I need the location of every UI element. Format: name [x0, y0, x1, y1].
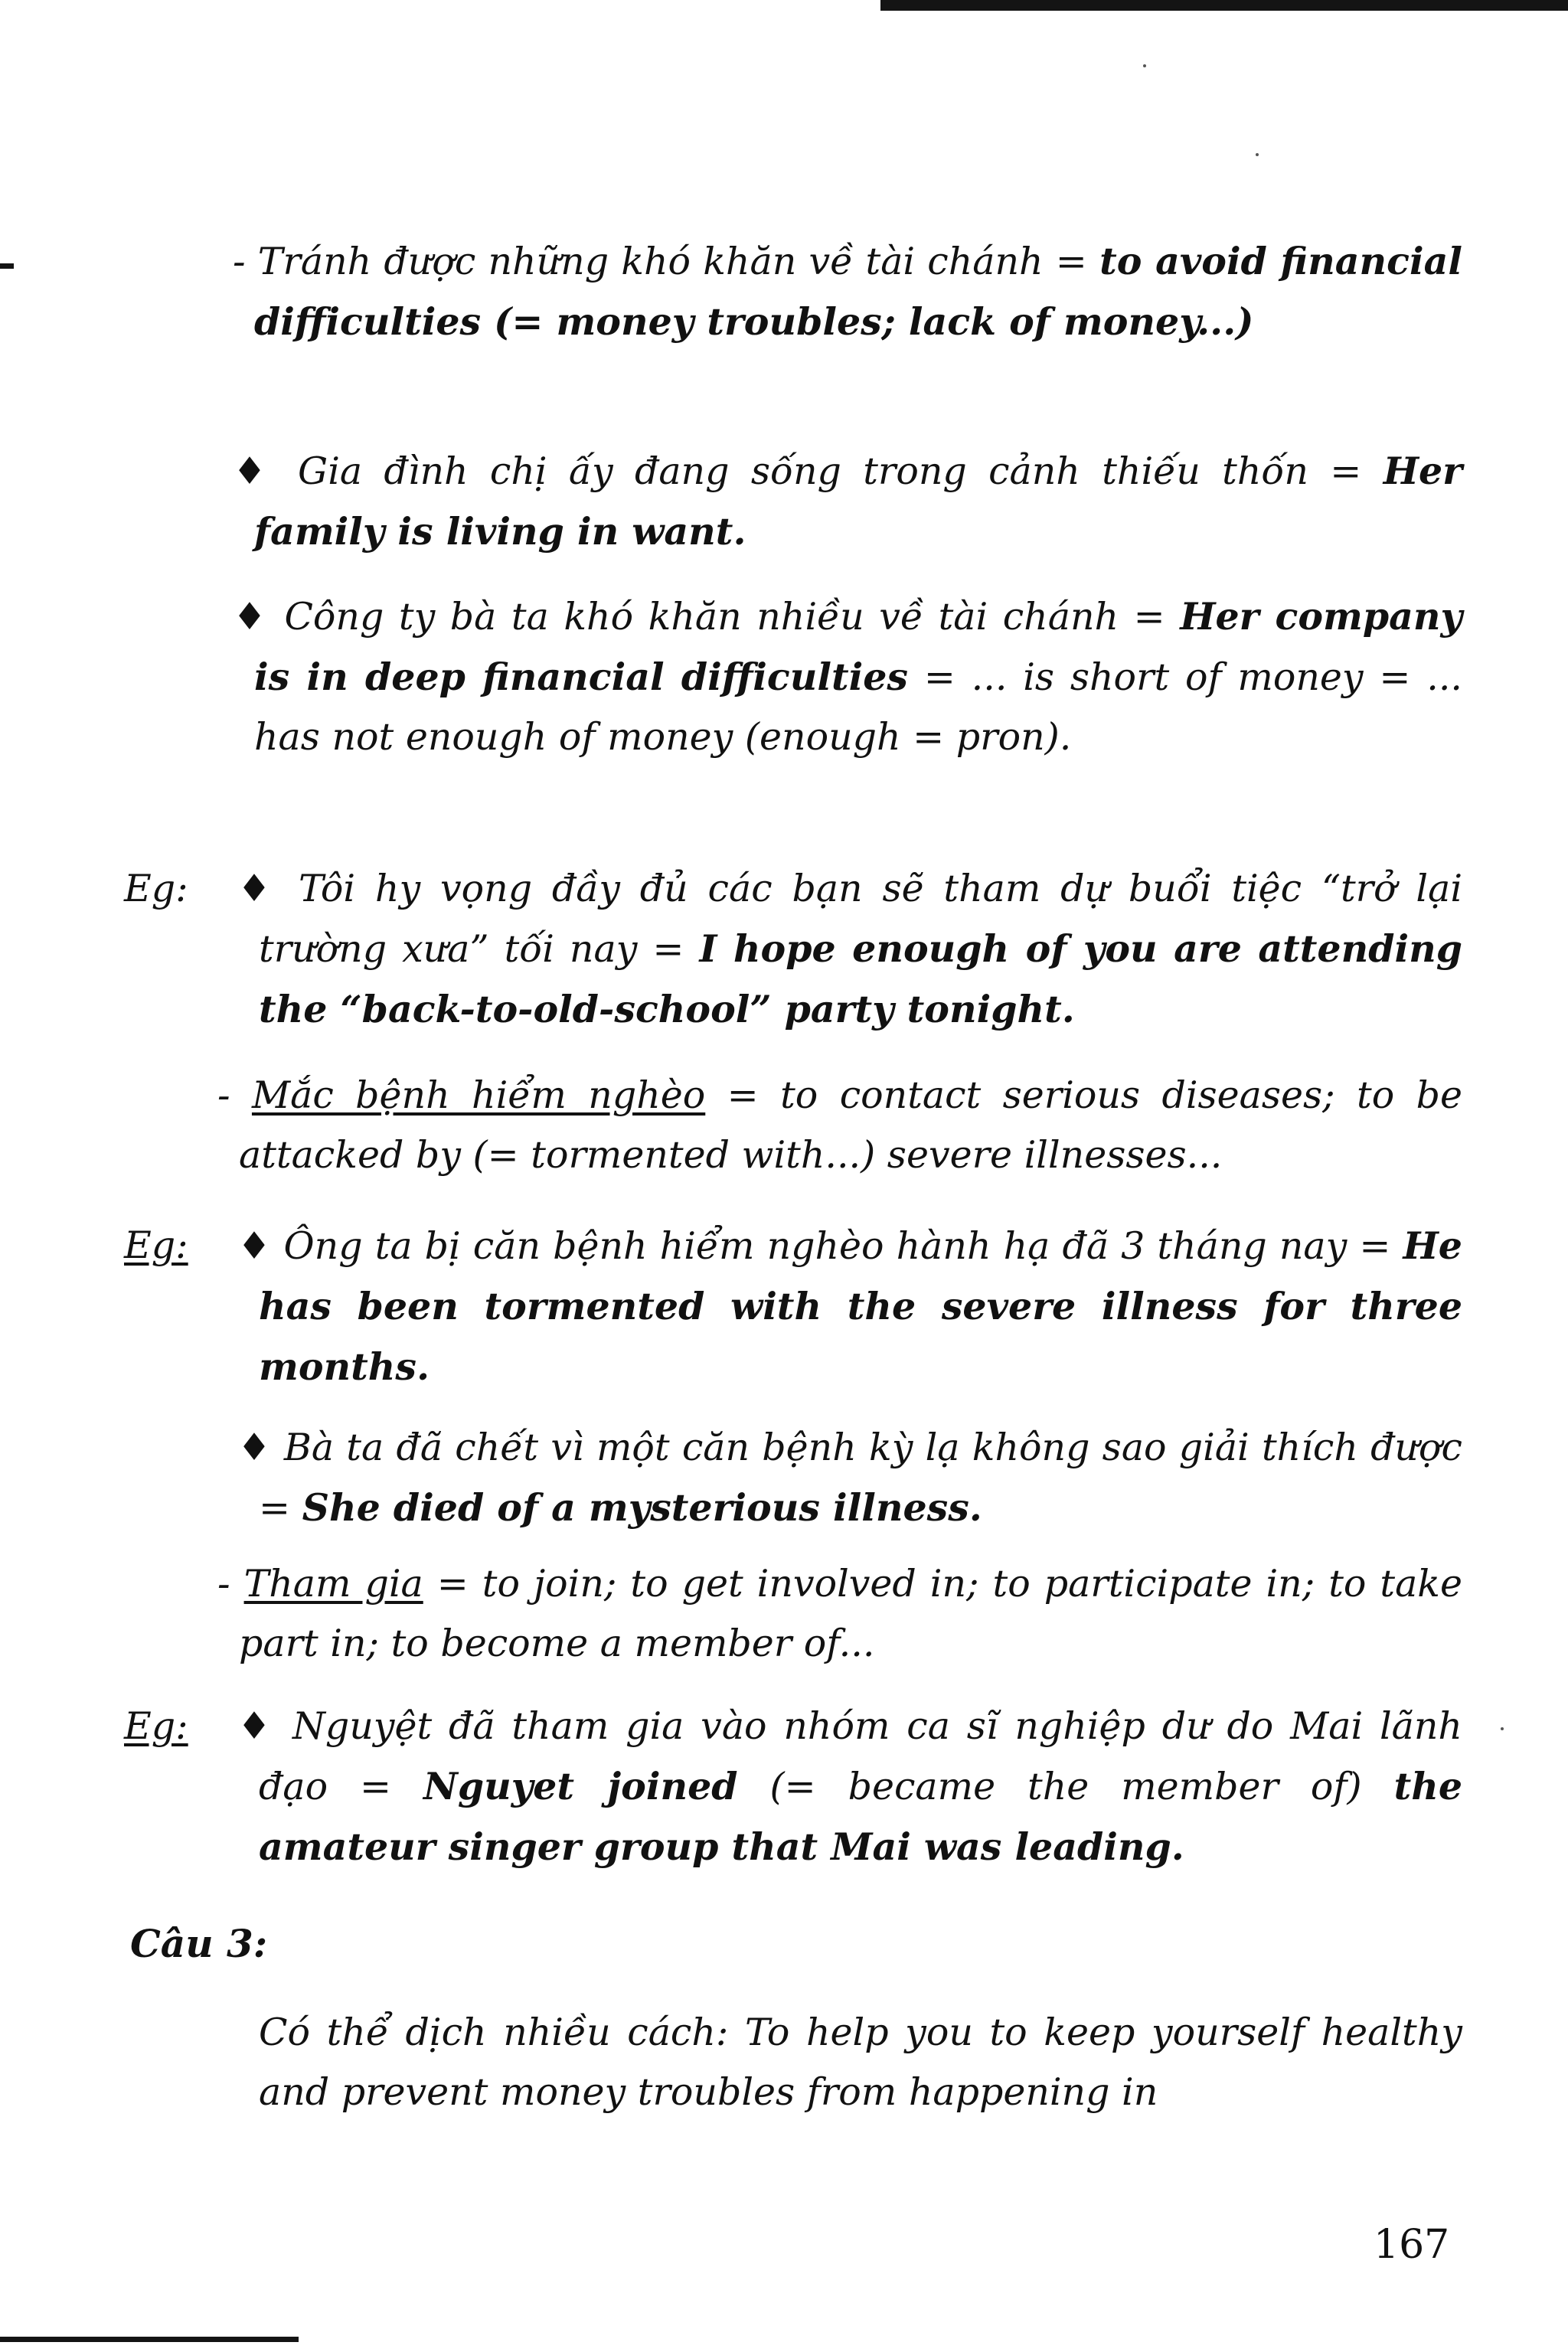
dash-marker: - [217, 1073, 252, 1117]
english-translation: I hope enough of you are attending the “back-to-old-school” party tonight. [259, 926, 1462, 1031]
vietnamese-text: Tránh được những khó khăn về tài chánh = [257, 240, 1100, 283]
bottom-border-rule [0, 2337, 299, 2342]
entry-avoid-financial-difficulties [233, 231, 1462, 352]
eg-label: Eg: [124, 867, 188, 910]
bullet-marker: ♦ [237, 867, 299, 910]
alternative-translations: = ... is short of money = ... has not enough of money (enough = pron). [254, 655, 1462, 759]
entry-family-in-want [233, 441, 1462, 562]
english-translation-continued: the amateur singer group that Mai was leading. [259, 1764, 1462, 1869]
entry-serious-diseases [217, 1066, 1462, 1185]
bullet-marker: ♦ [237, 1704, 292, 1748]
english-translation: She died of a mysterious illness. [302, 1485, 982, 1530]
example-tormented-illness [237, 1216, 1462, 1397]
scan-speck [1501, 1727, 1504, 1730]
scan-speck [1143, 64, 1146, 67]
english-translation: to avoid financial difficulties (= money troubles; lack of money...) [254, 239, 1462, 344]
vietnamese-text: Công ty bà ta khó khăn nhiều về tài chánh = [284, 595, 1181, 639]
vietnamese-text: Ông ta bị căn bệnh hiểm nghèo hành hạ đã 3 tháng nay = [283, 1224, 1403, 1268]
eg-label: Eg: [124, 1704, 188, 1748]
vietnamese-text: Bà ta đã chết vì một căn bệnh kỳ lạ không sao giải thích được = [259, 1426, 1462, 1530]
dash-marker: - [217, 1562, 244, 1606]
vietnamese-text: Nguyệt đã tham gia vào nhóm ca sĩ nghiệp dư do Mai lãnh đạo = [259, 1704, 1462, 1808]
definition-text: = to join; to get involved in; to participate in; to take part in; to become a member of... [239, 1562, 1462, 1665]
entry-tham-gia [217, 1554, 1462, 1674]
section-body-text: Có thể dịch nhiều cách: To help you to keep yourself healthy and prevent money troubles from happening in [259, 2011, 1462, 2114]
entry-company-financial-difficulties [233, 586, 1462, 767]
example-nguyet-joined [237, 1697, 1462, 1877]
bullet-marker: ♦ [233, 595, 285, 639]
example-back-to-old-school [237, 859, 1462, 1040]
margin-mark [0, 263, 14, 269]
english-translation: Nguyet joined [423, 1764, 738, 1808]
english-translation: Her family is living in want. [254, 449, 1462, 554]
definition-text: = to contact serious diseases; to be attacked by (= tormented with...) severe illnesses... [239, 1073, 1462, 1177]
section-heading: Câu 3: [130, 1921, 268, 1966]
scan-speck [1256, 153, 1259, 156]
vietnamese-text: Tôi hy vọng đầy đủ các bạn sẽ tham dự buổi tiệc “trở lại trường xưa” tối nay = [259, 867, 1462, 971]
example-mysterious-illness [237, 1418, 1462, 1538]
english-translation: He has been tormented with the severe illness for three months. [259, 1223, 1462, 1389]
page-number: 167 [1374, 2222, 1450, 2268]
eg-label: Eg: [124, 1223, 188, 1267]
bullet-marker: ♦ [237, 1224, 284, 1268]
underlined-term: Tham gia [243, 1562, 423, 1606]
parenthetical-gloss: (= became the member of) [737, 1765, 1394, 1808]
bullet-marker: ♦ [237, 1426, 284, 1469]
underlined-term: Mắc bệnh hiểm nghèo [251, 1073, 706, 1117]
bullet-marker: ♦ [233, 449, 299, 493]
english-translation: Her company is in deep financial difficulties [254, 594, 1462, 699]
dash-marker: - [233, 240, 258, 283]
top-border-rule [880, 0, 1568, 11]
vietnamese-text: Gia đình chị ấy đang sống trong cảnh thiếu thốn = [298, 449, 1383, 493]
